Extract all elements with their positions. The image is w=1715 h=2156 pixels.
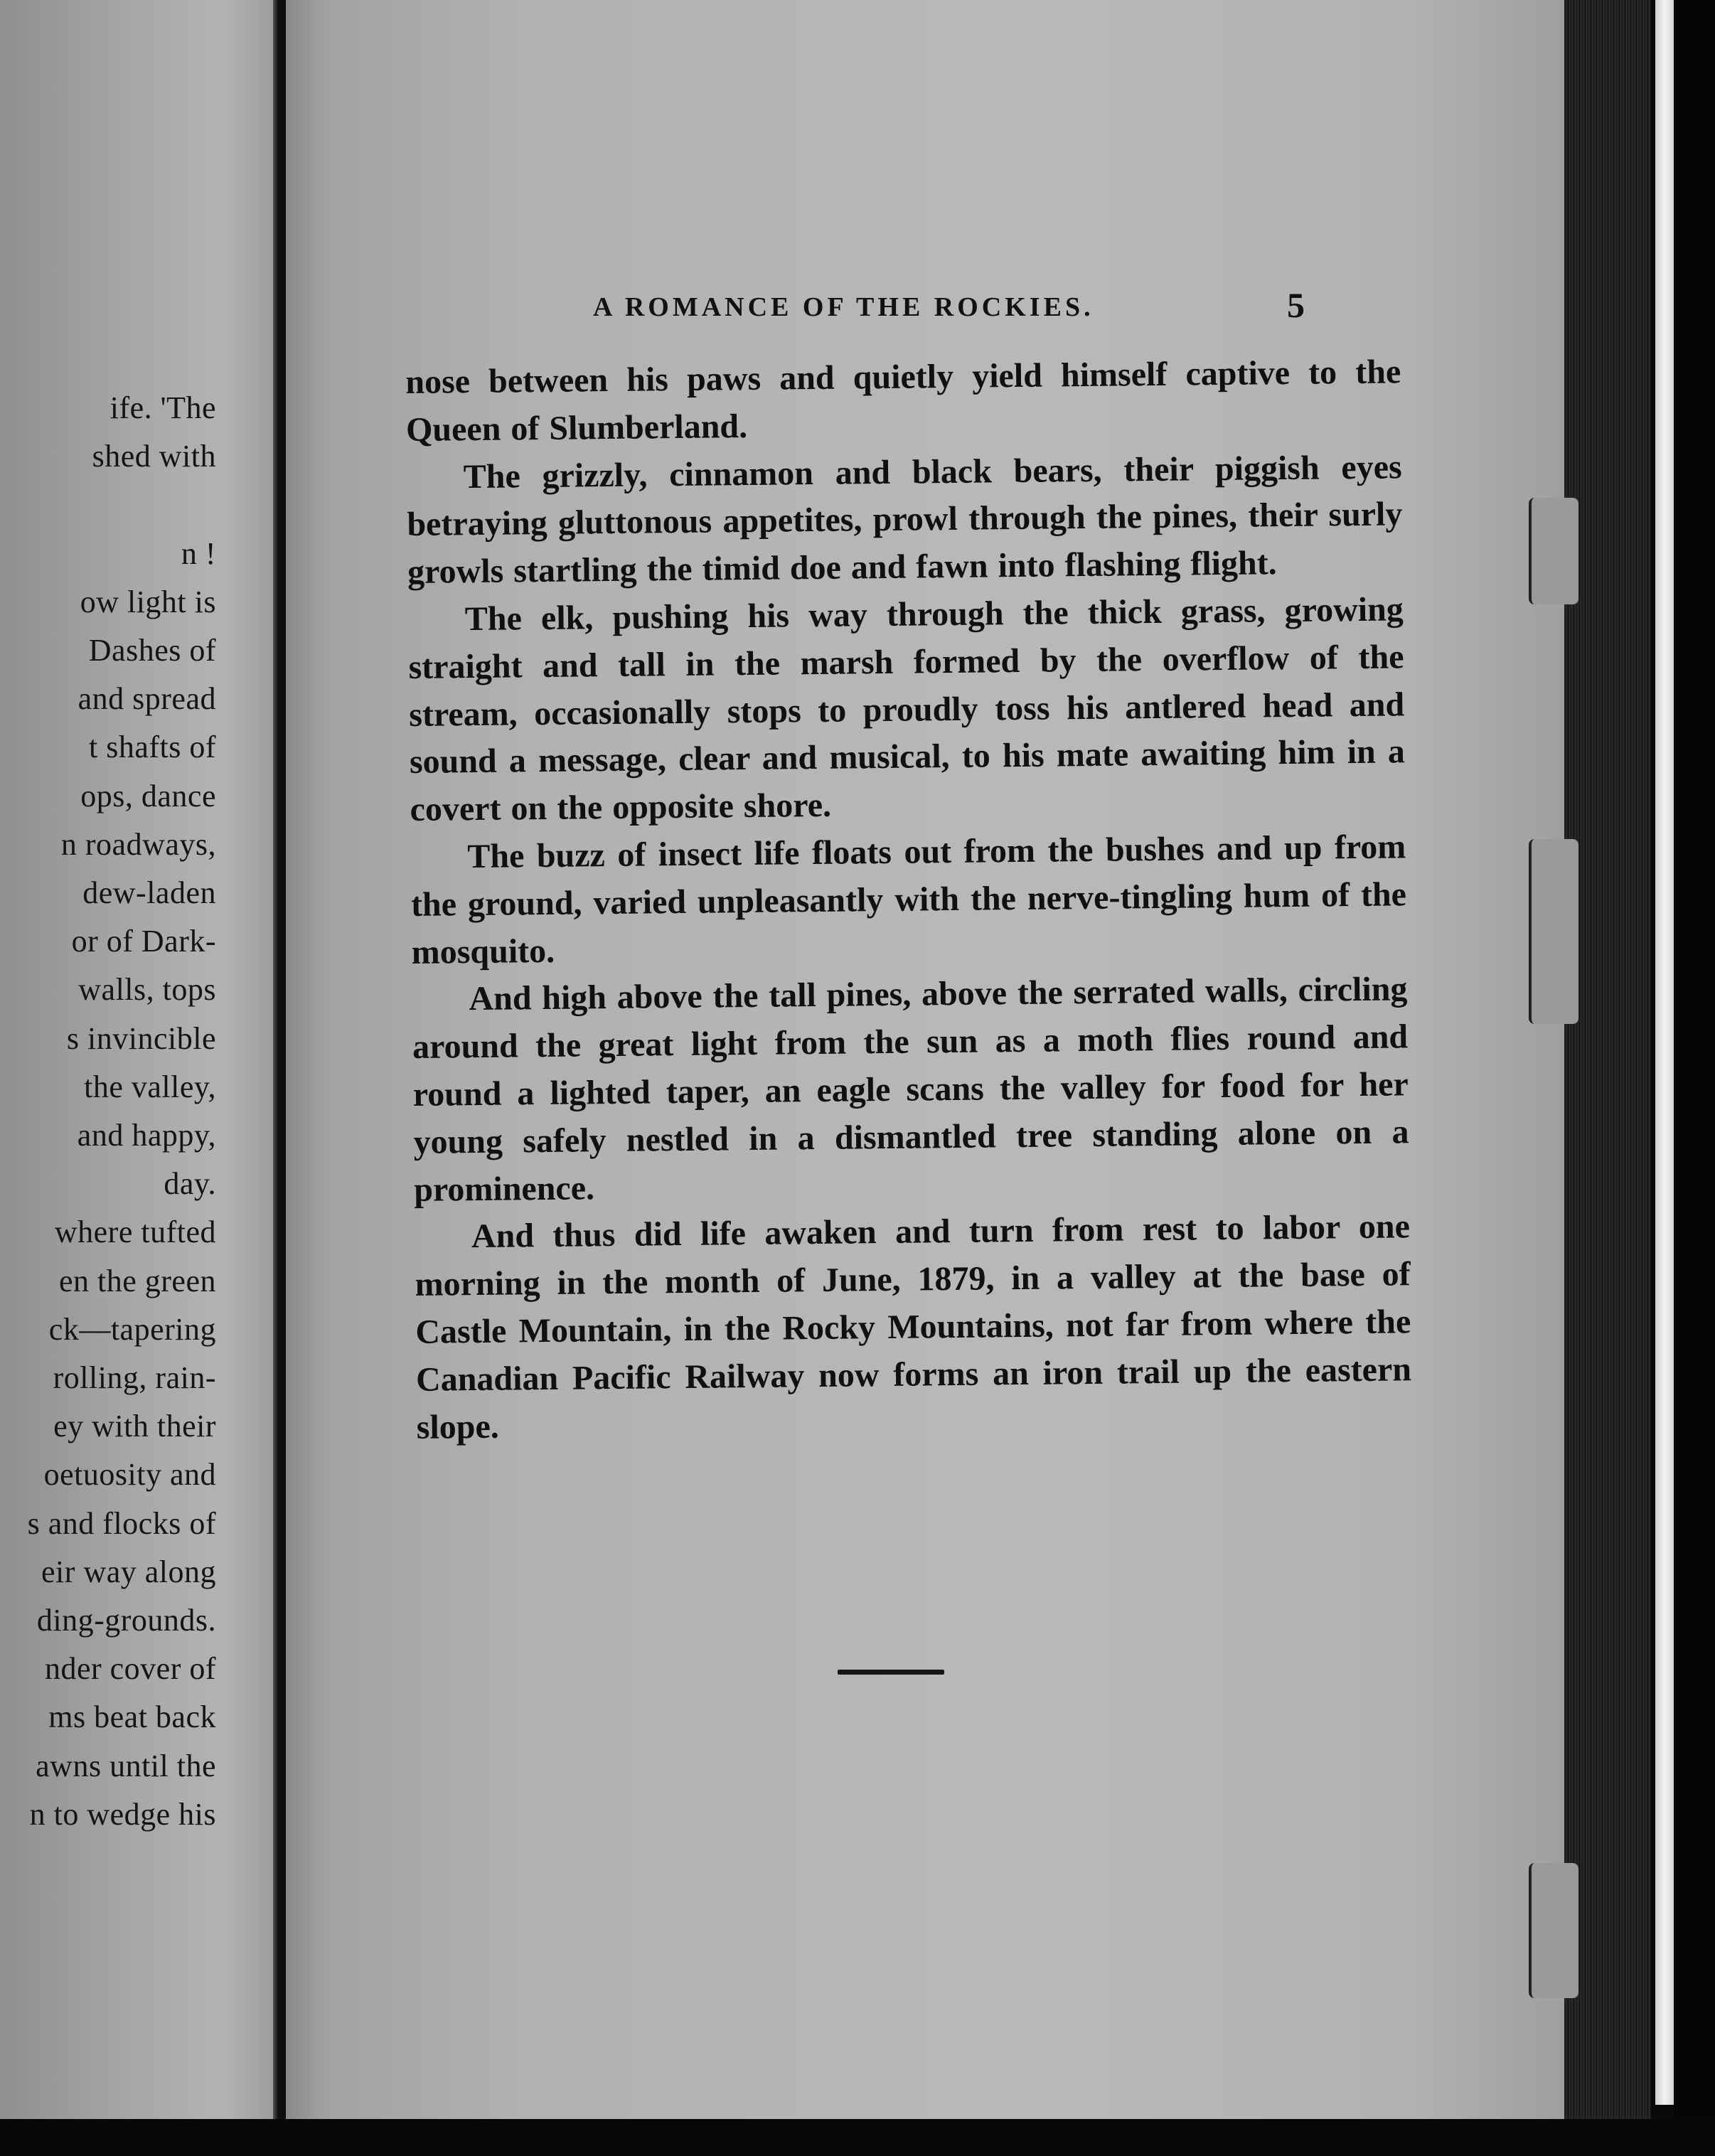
left-page-line: awns until the (36, 1748, 216, 1783)
paragraph: And thus did life awaken and turn from rest to labor one morning in the month of June, 1879, in a valley at the base of Castle Mountain, in the Rocky Mountains, not far from where the Canadian Pacific Railway now forms an iron trail up the eastern slope. (415, 1207, 1412, 1446)
left-page-line: ife. 'The (109, 390, 216, 425)
paragraph: nose between his paws and quietly yield himself captive to the Queen of Slumberland. (405, 353, 1401, 449)
left-page-line: and happy, (77, 1118, 216, 1153)
left-page-line: where tufted (54, 1215, 216, 1250)
left-page (0, 0, 279, 2119)
left-page-line: t shafts of (88, 730, 216, 765)
left-page-line: nder cover of (44, 1651, 216, 1687)
torn-page-flap (1529, 839, 1578, 1024)
left-page-line: n roadways, (60, 826, 216, 862)
left-page-line: ck—tapering (48, 1311, 216, 1347)
left-page-line: n ! (181, 535, 216, 571)
body-text (405, 348, 1412, 1451)
left-page-line: dew-laden (82, 875, 216, 910)
paragraph: The grizzly, cinnamon and black bears, their piggish eyes betraying gluttonous appetites, prowl through the pines, their surly growls startling the timid doe and fawn into flashing flight. (407, 447, 1403, 592)
left-page-line: s and flocks of (27, 1505, 216, 1541)
left-page-line: s invincible (66, 1020, 216, 1056)
left-page-line: or of Dark- (71, 924, 216, 959)
left-page-line: ow light is (80, 584, 216, 619)
left-page-line: en the green (59, 1263, 216, 1298)
binding-gutter (273, 0, 286, 2156)
scan-border (1674, 0, 1715, 2156)
left-page-line: day. (164, 1166, 216, 1202)
torn-page-flap (1529, 1863, 1578, 1998)
running-head: A ROMANCE OF THE ROCKIES. (593, 292, 1094, 322)
left-page-line: rolling, rain- (53, 1360, 216, 1395)
paragraph: And high above the tall pines, above the serrated walls, circling around the great light from the sun as a moth flies round and round a lighted taper, an eagle scans the valley for food for her young safely nestled in a dismantled tree standing alone on a prominence. (412, 970, 1409, 1209)
left-page-line: oetuosity and (43, 1457, 216, 1493)
left-page-line: ding-grounds. (36, 1603, 216, 1638)
page-number: 5 (1287, 285, 1305, 325)
left-page-line: eir way along (41, 1554, 216, 1589)
left-page-line: ms beat back (48, 1699, 216, 1735)
left-page-line: shed with (92, 439, 216, 474)
left-page-line: ey with their (53, 1409, 216, 1444)
scan-border (0, 2119, 1715, 2156)
left-page-line: ops, dance (80, 778, 216, 813)
cover-edge (1655, 0, 1674, 2105)
left-page-line: and spread (78, 681, 216, 717)
left-page-line: the valley, (84, 1069, 216, 1104)
section-end-rule (838, 1670, 944, 1675)
torn-page-flap (1529, 498, 1578, 604)
page-stack-edge (1564, 0, 1651, 2126)
right-page (334, 0, 1591, 2119)
paragraph: The buzz of insect life floats out from the bushes and up from the ground, varied unpleasantly with the nerve-tingling hum of the mosquito. (410, 828, 1407, 971)
paragraph: The elk, pushing his way through the thick grass, growing straight and tall in the marsh formed by the overflow of the stream, occasionally stops to proudly toss his antlered head and sound a message, clear and musical, to his mate awaiting him in a covert on the opposite shore. (408, 590, 1406, 829)
left-page-line: Dashes of (88, 633, 216, 668)
left-page-line: walls, tops (78, 972, 216, 1008)
left-page-line: n to wedge his (29, 1796, 216, 1832)
